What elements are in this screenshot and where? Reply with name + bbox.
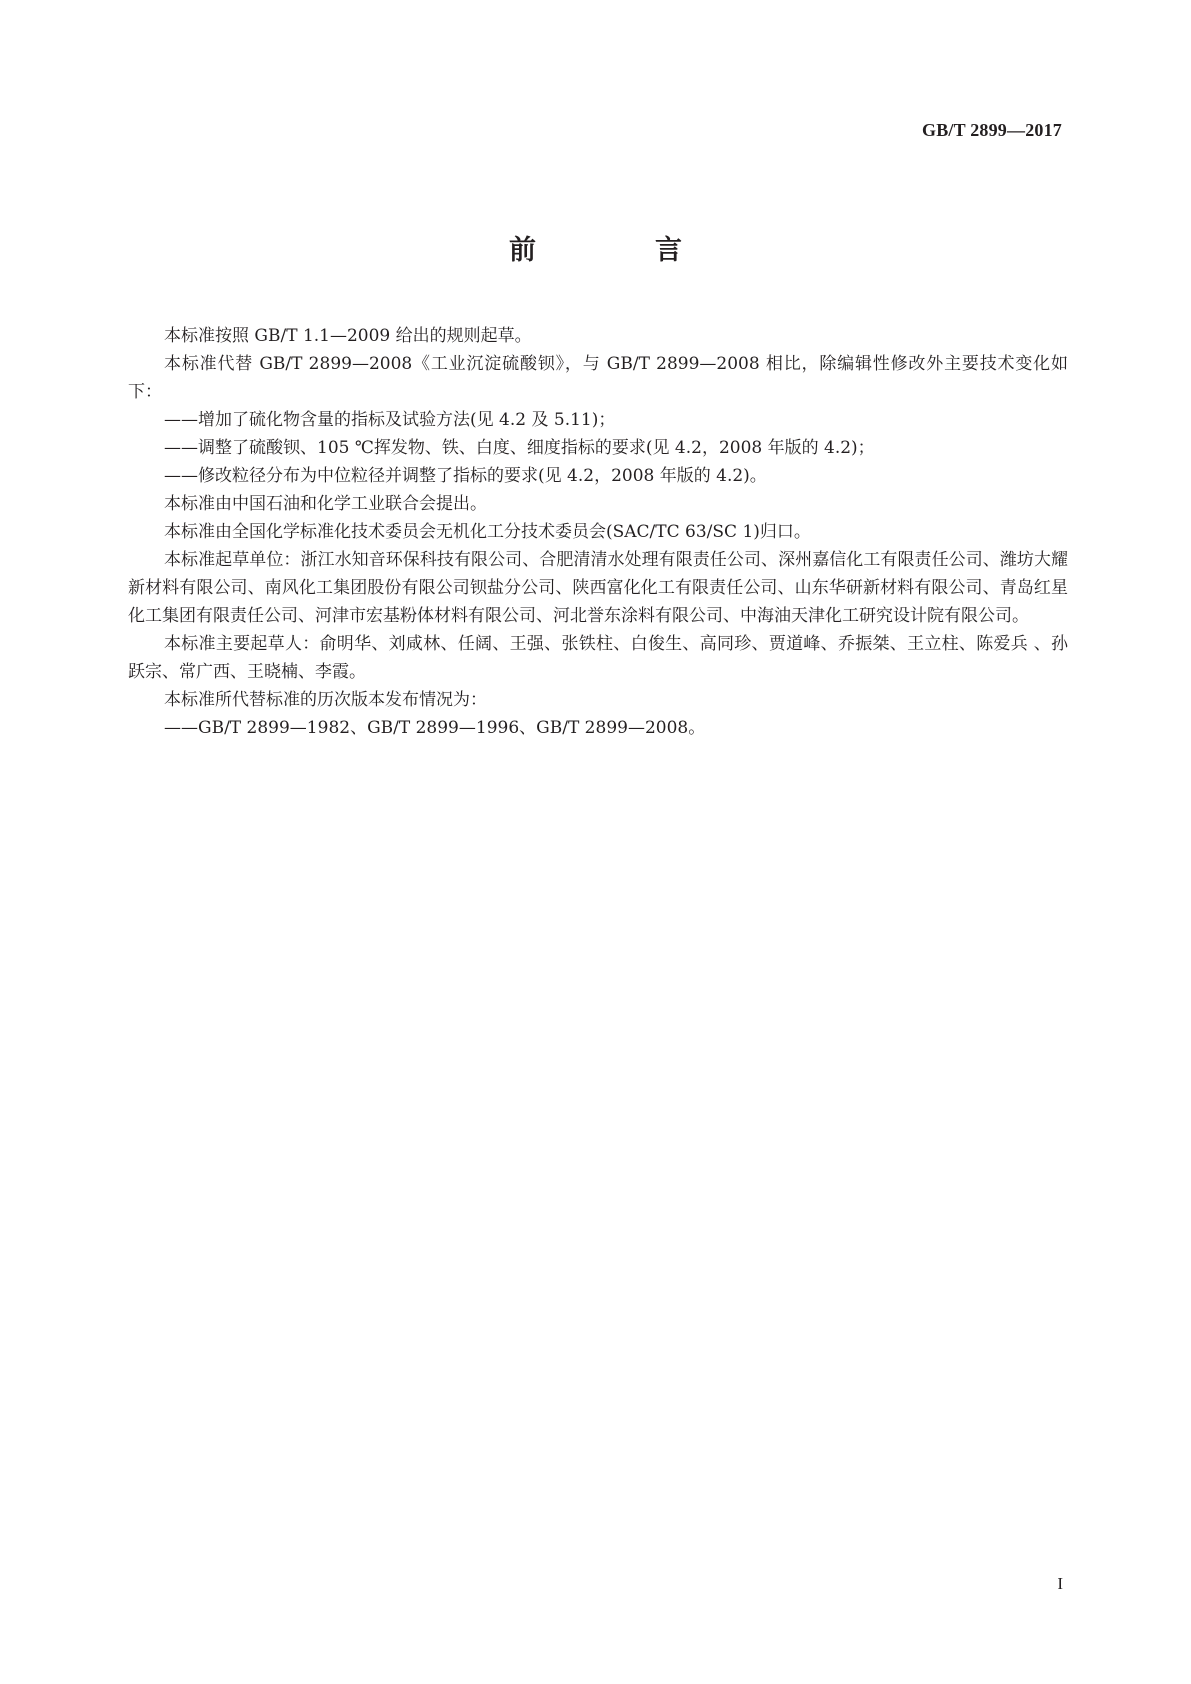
paragraph-drafting-rules: 本标准按照 GB/T 1.1—2009 给出的规则起草。 (164, 326, 532, 346)
paragraph-previous-editions: 本标准所代替标准的历次版本发布情况为： (164, 690, 487, 710)
change-item-sulfide: ——增加了硫化物含量的指标及试验方法(见 4.2 及 5.11)； (164, 410, 616, 430)
standard-code: GB/T 2899—2017 (922, 120, 1062, 140)
change-item-adjusted-indicators: ——调整了硫酸钡、105 ℃挥发物、铁、白度、细度指标的要求(见 4.2，2008 年版的 4.2)； (164, 438, 875, 458)
foreword-body (128, 322, 1068, 742)
previous-editions-list: ——GB/T 2899—1982、GB/T 2899—1996、GB/T 2899—2008。 (164, 718, 706, 738)
page-title: 前 言 (509, 235, 728, 266)
change-item-particle-size: ——修改粒径分布为中位粒径并调整了指标的要求(见 4.2，2008 年版的 4.2)。 (164, 466, 767, 486)
paragraph-drafting-units: 本标准起草单位：浙江水知音环保科技有限公司、合肥清清水处理有限责任公司、深州嘉信化工有限责任公司、潍坊大耀新材料有限公司、南风化工集团股份有限公司钡盐分公司、陕西富化化工有限责任公司、山东华研新材料有限公司、青岛红星化工集团有限责任公司、河津市宏基粉体材料有限公司、河北誉东涂料有限公司、中海油天津化工研究设计院有限公司。 (128, 550, 1068, 626)
paragraph-main-drafters: 本标准主要起草人：俞明华、刘咸林、任阔、王强、张铁柱、白俊生、高同珍、贾道峰、乔振桀、王立柱、陈爱兵 、孙跃宗、常广西、王晓楠、李霞。 (128, 634, 1068, 682)
paragraph-centralized-by: 本标准由全国化学标准化技术委员会无机化工分技术委员会(SAC/TC 63/SC 1)归口。 (164, 522, 811, 542)
paragraph-replacement: 本标准代替 GB/T 2899—2008《工业沉淀硫酸钡》，与 GB/T 2899—2008 相比，除编辑性修改外主要技术变化如下： (128, 354, 1068, 402)
page-number: I (1057, 1574, 1063, 1593)
paragraph-proposed-by: 本标准由中国石油和化学工业联合会提出。 (164, 494, 487, 514)
